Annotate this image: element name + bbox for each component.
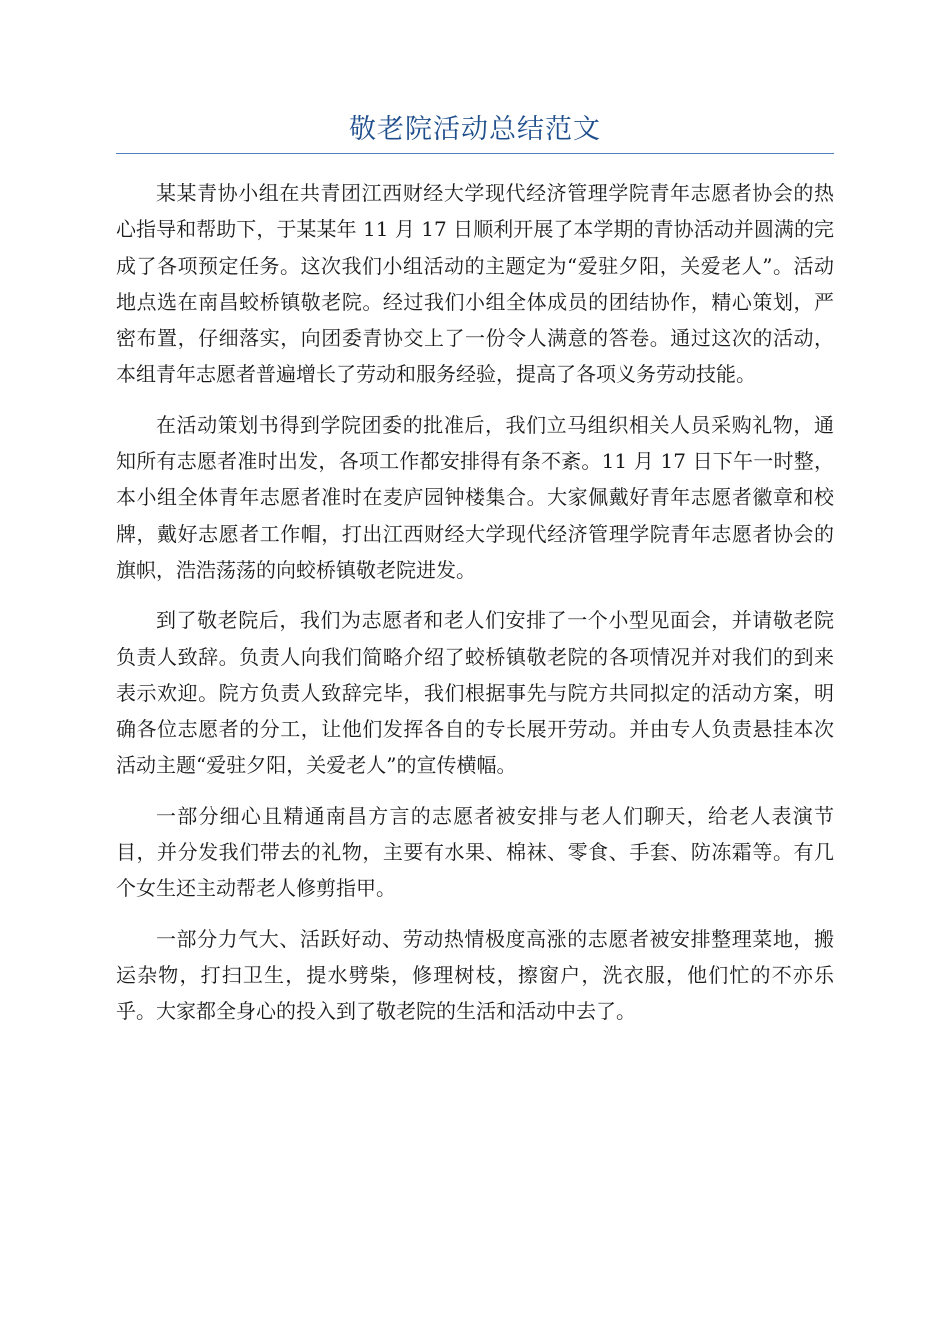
paragraph-5: 一部分力气大、活跃好动、劳动热情极度高涨的志愿者被安排整理菜地，搬运杂物，打扫卫生，提水劈柴，修理树枝，擦窗户，洗衣服，他们忙的不亦乐乎。大家都全身心的投入到了敬老院的生活和活动中去了。 [116, 926, 834, 1024]
paragraph-1: 某某青协小组在共青团江西财经大学现代经济管理学院青年志愿者协会的热心指导和帮助下，于某某年 11 月 17 日顺利开展了本学期的青协活动并圆满的完成了各项预定任务。这次我们小组活动的主题定为“爱驻夕阳，关爱老人”。活动地点选在南昌蛟桥镇敬老院。经过我们小组全体成员的团结协作，精心策划，严密布置，仔细落实，向团委青协交上了一份令人满意的答卷。通过这次的活动，本组青年志愿者普遍增长了劳动和服务经验，提高了各项义务劳动技能。 [116, 181, 834, 387]
paragraph-2: 在活动策划书得到学院团委的批准后，我们立马组织相关人员采购礼物，通知所有志愿者准时出发，各项工作都安排得有条不紊。11 月 17 日下午一时整，本小组全体青年志愿者准时在麦庐园钟楼集合。大家佩戴好青年志愿者徽章和校牌，戴好志愿者工作帽，打出江西财经大学现代经济管理学院青年志愿者协会的旗帜，浩浩荡荡的向蛟桥镇敬老院进发。 [116, 412, 834, 582]
document-body [116, 175, 834, 1044]
document-title: 敬老院活动总结范文 [349, 114, 601, 145]
title-underline [116, 153, 834, 154]
paragraph-4: 一部分细心且精通南昌方言的志愿者被安排与老人们聊天，给老人表演节目，并分发我们带去的礼物，主要有水果、棉袜、零食、手套、防冻霜等。有几个女生还主动帮老人修剪指甲。 [116, 803, 834, 901]
paragraph-3: 到了敬老院后，我们为志愿者和老人们安排了一个小型见面会，并请敬老院负责人致辞。负责人向我们简略介绍了蛟桥镇敬老院的各项情况并对我们的到来表示欢迎。院方负责人致辞完毕，我们根据事先与院方共同拟定的活动方案，明确各位志愿者的分工，让他们发挥各自的专长展开劳动。并由专人负责悬挂本次活动主题“爱驻夕阳，关爱老人”的宣传横幅。 [116, 608, 834, 778]
